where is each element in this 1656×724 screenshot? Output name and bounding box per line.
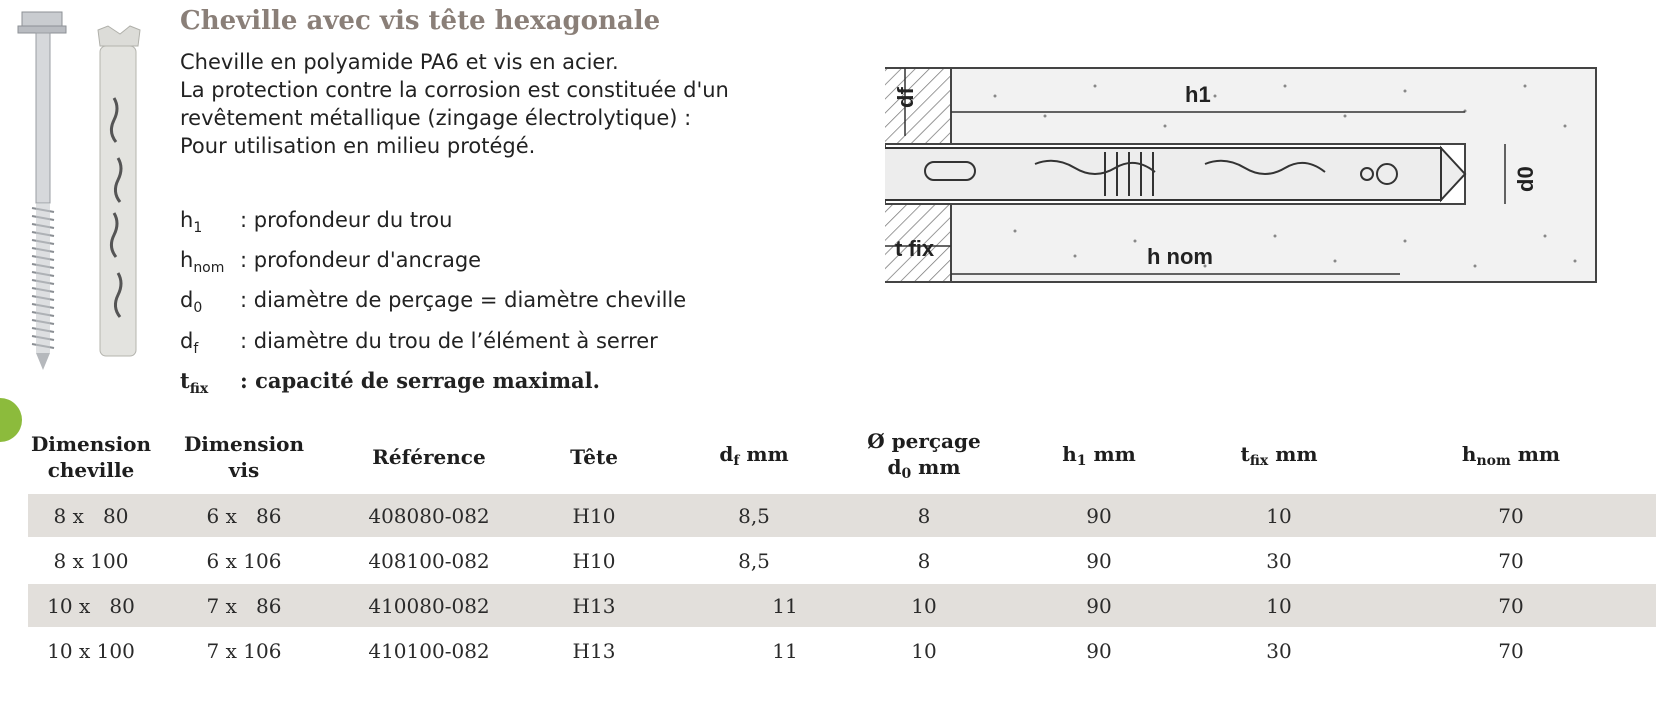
- cell-dimension-cheville: 8 x 100: [53, 548, 129, 573]
- cell-df: 8,5: [664, 494, 844, 537]
- cell-dimension-cheville: 10 x 100: [47, 638, 135, 663]
- legend-item-hnom: [180, 244, 686, 284]
- cell-reference: 408080-082: [334, 494, 524, 537]
- cell-hnom: 70: [1364, 494, 1656, 537]
- label-tfix: t fix: [895, 236, 935, 261]
- col-header-h1: $h_1$ mm: [1062, 441, 1136, 469]
- product-description: [180, 48, 840, 160]
- cell-h1: 90: [1004, 494, 1194, 537]
- cell-df: 11: [772, 638, 798, 663]
- label-h1: h1: [1185, 82, 1211, 107]
- legend-symbol: $h_1$: [180, 208, 203, 237]
- anchor-body: [885, 148, 1441, 200]
- legend-text: : capacité de serrage maximal.: [240, 367, 600, 393]
- col-header-reference: Référence: [372, 445, 486, 469]
- table-header-row: [28, 420, 1656, 494]
- cell-df: 8,5: [738, 548, 770, 573]
- table-row: [28, 629, 1656, 672]
- legend-text: : diamètre du trou de l’élément à serrer: [240, 328, 658, 353]
- cell-tete: H13: [524, 584, 664, 627]
- cell-h1: 90: [1004, 584, 1194, 627]
- cell-reference: 410080-082: [334, 584, 524, 627]
- table-row: [28, 584, 1656, 627]
- cell-dimension-vis: 6 x 86: [154, 494, 334, 537]
- col-header-hnom: $h_{nom}$ mm: [1461, 441, 1561, 469]
- cell-hnom: 70: [1498, 638, 1524, 663]
- legend-symbol: $d_f$: [180, 328, 199, 357]
- cell-h1: 90: [1086, 638, 1112, 663]
- cell-tete: H13: [572, 638, 616, 663]
- cell-hnom: 70: [1498, 548, 1524, 573]
- legend-text: : diamètre de perçage = diamètre cheville: [240, 288, 687, 313]
- legend-item-tfix: [180, 365, 686, 405]
- cell-d0: 10: [844, 584, 1004, 627]
- table-row: [28, 539, 1656, 582]
- cell-dimension-vis: 6 x 106: [206, 548, 282, 573]
- cell-df: 11: [664, 584, 844, 627]
- product-photo: [14, 8, 154, 378]
- cell-d0: 10: [911, 638, 937, 663]
- cell-tete: H10: [524, 494, 664, 537]
- legend-text: : profondeur d'ancrage: [240, 248, 482, 273]
- legend-symbol: $t_{fix}$: [180, 367, 209, 397]
- legend-item-d0: [180, 284, 686, 324]
- cell-tete: H10: [572, 548, 616, 573]
- description-line: revêtement métallique (zingage électrolytique) :: [180, 106, 692, 130]
- cell-dimension-cheville: 8 x 80: [28, 494, 154, 537]
- legend-item-df: [180, 325, 686, 365]
- legend-symbol: $h_{nom}$: [180, 248, 225, 277]
- table-row: [28, 494, 1656, 537]
- cell-hnom: 70: [1364, 584, 1656, 627]
- cell-tfix: 30: [1266, 638, 1292, 663]
- cell-dimension-cheville: 10 x 80: [28, 584, 154, 627]
- legend-item-h1: [180, 204, 686, 244]
- description-line: Cheville en polyamide PA6 et vis en acier.: [180, 50, 619, 74]
- col-header-percage: Ø perçage $d_0$ mm: [867, 428, 981, 482]
- col-header-dimension-cheville: Dimension cheville: [30, 432, 152, 482]
- cell-reference: 410100-082: [368, 638, 490, 663]
- cell-tfix: 30: [1266, 548, 1292, 573]
- label-df: df: [893, 87, 918, 108]
- cell-tfix: 10: [1194, 494, 1364, 537]
- installation-diagram: [885, 56, 1605, 306]
- spec-table: [28, 420, 1656, 672]
- cell-d0: 8: [917, 548, 931, 573]
- cell-reference: 408100-082: [368, 548, 490, 573]
- col-header-df: $d_f$ mm: [719, 441, 789, 469]
- product-title: Cheville avec vis tête hexagonale: [180, 6, 661, 36]
- symbol-legend: [180, 204, 686, 405]
- cell-tfix: 10: [1194, 584, 1364, 627]
- legend-symbol: $d_0$: [180, 288, 203, 317]
- cell-d0: 8: [844, 494, 1004, 537]
- label-d0: d0: [1513, 166, 1538, 192]
- col-header-tete: Tête: [570, 445, 618, 469]
- col-header-tfix: $t_{fix}$ mm: [1240, 441, 1318, 469]
- cell-dimension-vis: 7 x 86: [154, 584, 334, 627]
- section-tab: [0, 398, 22, 442]
- cell-dimension-vis: 7 x 106: [206, 638, 282, 663]
- col-header-dimension-vis: Dimension vis: [183, 432, 305, 482]
- description-line: La protection contre la corrosion est constituée d'un: [180, 78, 729, 102]
- label-hnom: h nom: [1147, 244, 1213, 269]
- legend-text: : profondeur du trou: [240, 208, 453, 232]
- description-line: Pour utilisation en milieu protégé.: [180, 134, 536, 158]
- cell-h1: 90: [1086, 548, 1112, 573]
